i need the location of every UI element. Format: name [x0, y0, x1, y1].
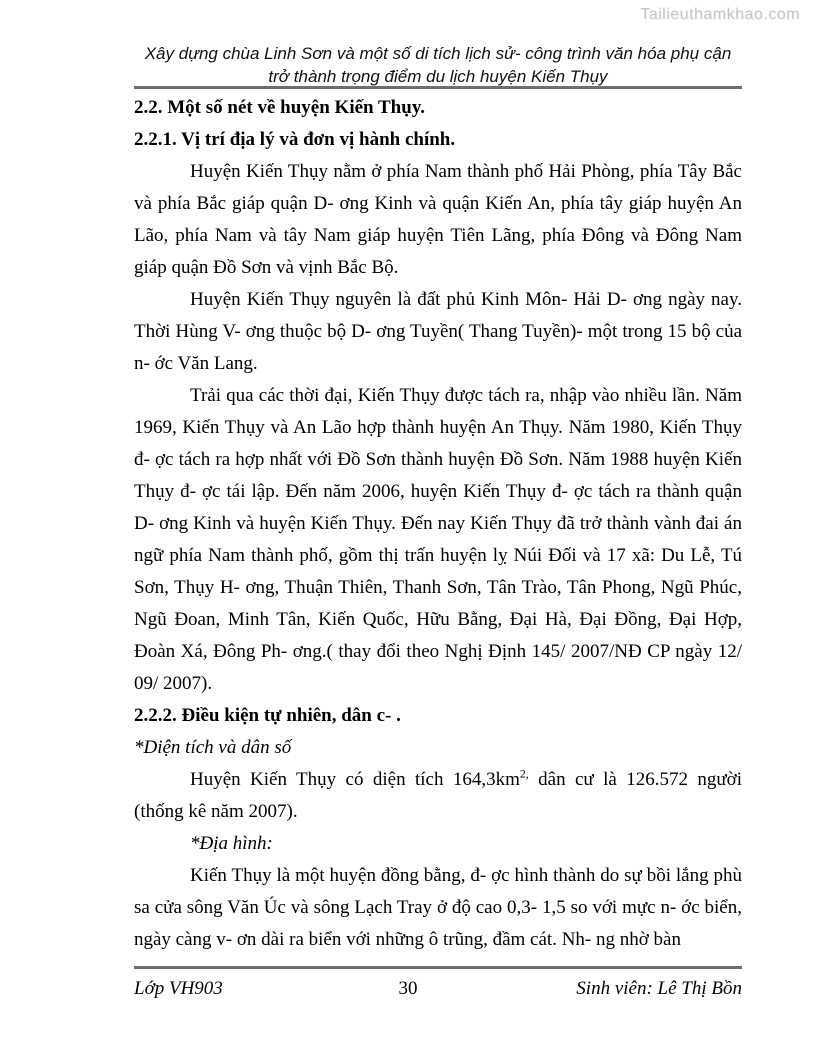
footer-page-number: 30: [398, 978, 418, 999]
section-heading-2-2-2: 2.2.2. Điều kiện tự nhiên, dân c- .: [134, 705, 401, 726]
paragraph-area-population: [134, 764, 742, 828]
footer-class-label: Lớp VH903: [134, 978, 223, 999]
running-head-title: Xây dựng chùa Linh Sơn và một số di tích lịch sử- công trình văn hóa phụ cận trở thành trọng điểm du lịch huyện Kiến Thụy: [144, 44, 732, 86]
footer-student-name: Sinh viên: Lê Thị Bồn: [576, 978, 742, 999]
subheading-terrain: *Địa hình:: [190, 833, 273, 854]
paragraph-origin: Huyện Kiến Thụy nguyên là đất phủ Kinh Môn- Hải D- ơng ngày nay. Thời Hùng V- ơng thuộc bộ D- ơng Tuyền( Thang Tuyền)- một trong 15 bộ của n- ớc Văn Lang.: [134, 289, 742, 374]
site-watermark: Tailieuthamkhao.com: [640, 6, 800, 23]
header-divider: [134, 86, 742, 89]
section-heading-2-2-1: 2.2.1. Vị trí địa lý và đơn vị hành chính.: [134, 129, 456, 150]
section-heading-2-2: 2.2. Một số nét về huyện Kiến Thụy.: [134, 97, 426, 118]
area-text-before-superscript: Huyện Kiến Thụy có diện tích 164,3km: [190, 769, 520, 790]
km-squared-superscript: 2,: [519, 767, 529, 781]
paragraph-terrain: Kiến Thụy là một huyện đồng bằng, đ- ợc hình thành do sự bồi lắng phù sa cửa sông Văn Úc và sông Lạch Tray ở độ cao 0,3- 1,5 so với mực n- ớc biển, ngày càng v- ơn dài ra biển với những ô trũng, đầm cát. Nh- ng nhờ bàn: [134, 865, 742, 950]
page-body: [134, 92, 742, 956]
paragraph-location: Huyện Kiến Thụy nằm ở phía Nam thành phố Hải Phòng, phía Tây Bắc và phía Bắc giáp quận D- ơng Kinh và quận Kiến An, phía tây giáp huyện An Lão, phía Nam và tây Nam giáp huyện Tiên Lãng, phía Đông và Đông Nam giáp quận Đồ Sơn và vịnh Bắc Bộ.: [134, 161, 742, 278]
subheading-area-population: *Diện tích và dân số: [134, 737, 292, 758]
footer-divider: [134, 966, 742, 969]
paragraph-history: Trải qua các thời đại, Kiến Thụy được tách ra, nhập vào nhiều lần. Năm 1969, Kiến Thụy và An Lão hợp thành huyện An Thụy. Năm 1980, Kiến Thụy đ- ợc tách ra hợp nhất với Đồ Sơn thành huyện Đồ Sơn. Năm 1988 huyện Kiến Thụy đ- ợc tái lập. Đến năm 2006, huyện Kiến Thụy đ- ợc tách ra thành quận D- ơng Kinh và huyện Kiến Thụy. Đến nay Kiến Thụy đã trở thành vành đai án ngữ phía Nam thành phố, gồm thị trấn huyện lỵ Núi Đối và 17 xã: Du Lễ, Tú Sơn, Thụy H- ơng, Thuận Thiên, Thanh Sơn, Tân Trào, Tân Phong, Ngũ Phúc, Ngũ Đoan, Minh Tân, Kiến Quốc, Hữu Bằng, Đại Hà, Đại Đồng, Đại Hợp, Đoàn Xá, Đông Ph- ơng.( thay đổi theo Nghị Định 145/ 2007/NĐ CP ngày 12/ 09/ 2007).: [134, 385, 742, 694]
area-text-after-superscript: dân cư là 126.572 người (thống kê năm 2007).: [134, 769, 743, 822]
page-footer: [134, 978, 742, 1000]
